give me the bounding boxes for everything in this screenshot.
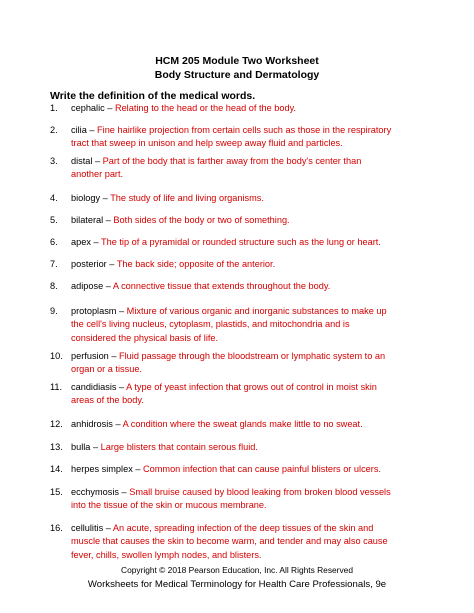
item-text — [71, 463, 395, 476]
definition-item — [50, 418, 395, 431]
definition-text: Relating to the head or the head of the body. — [114, 103, 297, 113]
definition-item — [50, 381, 395, 408]
definition-text: A connective tissue that extends throughout the body. — [112, 281, 331, 291]
item-number: 7. — [50, 259, 58, 269]
term-separator: – — [119, 487, 130, 497]
medical-term: distal — [71, 156, 93, 166]
term-separator: – — [86, 125, 98, 135]
item-text — [71, 236, 395, 249]
term-separator: – — [100, 193, 111, 203]
medical-term: bilateral — [71, 215, 104, 225]
definition-text: A type of yeast infection that grows out of control in moist skin areas of the body. — [71, 382, 377, 406]
definition-item — [50, 192, 395, 205]
item-text — [71, 350, 395, 377]
term-separator: – — [132, 464, 144, 474]
term-separator: – — [103, 215, 114, 225]
item-number: 13. — [50, 442, 63, 452]
medical-term: anhidrosis — [71, 419, 113, 429]
definition-item — [50, 441, 395, 454]
medical-term: posterior — [71, 259, 107, 269]
definition-item — [50, 350, 395, 377]
term-separator: – — [103, 523, 113, 533]
medical-term: candidiasis — [71, 382, 117, 392]
medical-term: ecchymosis — [71, 487, 119, 497]
definition-text: The tip of a pyramidal or rounded structure such as the lung or heart. — [101, 237, 381, 247]
item-number: 11. — [50, 382, 63, 392]
definition-text: Fine hairlike projection from certain cells such as those in the respiratory tract that sweep in unison and help sweep away fluid and particles. — [71, 125, 392, 149]
medical-term: biology — [71, 193, 101, 203]
item-text — [71, 214, 395, 227]
definition-item — [50, 124, 395, 151]
item-text — [71, 305, 395, 345]
medical-term: bulla — [71, 442, 91, 452]
item-number: 12. — [50, 419, 63, 429]
definition-item — [50, 236, 395, 249]
medical-term: cilia — [71, 125, 87, 135]
definition-text: Both sides of the body or two of something. — [113, 215, 290, 225]
term-separator: – — [112, 419, 123, 429]
item-text — [71, 522, 395, 562]
definition-text: Small bruise caused by blood leaking from broken blood vessels into the tissue of the skin or mucous membrane. — [71, 487, 391, 511]
item-text — [71, 155, 395, 182]
term-separator: – — [116, 306, 127, 316]
medical-term: cephalic — [71, 103, 105, 113]
item-number: 2. — [50, 125, 58, 135]
item-number: 14. — [50, 464, 63, 474]
item-text — [71, 258, 395, 271]
item-text — [71, 381, 395, 408]
definition-item — [50, 280, 395, 293]
term-separator: – — [90, 442, 101, 452]
definition-text: Fluid passage through the bloodstream or lymphatic system to an organ or a tissue. — [71, 351, 386, 375]
item-text — [71, 418, 395, 431]
instructions: Write the definition of the medical words. — [50, 90, 256, 102]
definition-item — [50, 463, 395, 476]
term-separator: – — [106, 259, 117, 269]
definition-text: An acute, spreading infection of the deep tissues of the skin and muscle that causes the skin to become warm, and tender and may also cause fever, chills, swollen lymph nodes, and blisters. — [71, 523, 388, 560]
worksheet-title: HCM 205 Module Two Worksheet — [155, 55, 319, 67]
definition-item — [50, 214, 395, 227]
definition-item — [50, 522, 395, 562]
medical-term: apex — [71, 237, 91, 247]
medical-term: adipose — [71, 281, 104, 291]
item-number: 4. — [50, 193, 58, 203]
item-text — [71, 280, 395, 293]
definition-text: Part of the body that is farther away from the body's center than another part. — [71, 156, 362, 180]
definition-text: A condition where the sweat glands make little to no sweat. — [122, 419, 363, 429]
definition-item — [50, 258, 395, 271]
definition-item — [50, 155, 395, 182]
item-number: 1. — [50, 103, 58, 113]
term-separator: – — [116, 382, 127, 392]
item-text — [71, 486, 395, 513]
item-number: 6. — [50, 237, 58, 247]
item-number: 8. — [50, 281, 58, 291]
item-number: 3. — [50, 156, 58, 166]
definition-item — [50, 305, 395, 345]
term-separator: – — [104, 103, 115, 113]
worksheet-subtitle: Body Structure and Dermatology — [154, 69, 320, 81]
item-number: 10. — [50, 351, 63, 361]
definition-text: Mixture of various organic and inorganic substances to make up the cell's living nucleus, cytoplasm, plastids, and mitochondria and is considered the physical basis of life. — [71, 306, 387, 343]
definition-item — [50, 102, 395, 115]
item-text — [71, 441, 395, 454]
definition-text: The back side; opposite of the anterior. — [116, 259, 276, 269]
term-separator: – — [108, 351, 120, 361]
item-number: 16. — [50, 523, 63, 533]
item-text — [71, 102, 395, 115]
definition-text: The study of life and living organisms. — [110, 193, 264, 203]
item-number: 9. — [50, 306, 58, 316]
medical-term: cellulitis — [71, 523, 104, 533]
item-number: 5. — [50, 215, 58, 225]
term-separator: – — [103, 281, 113, 291]
medical-term: herpes simplex — [71, 464, 133, 474]
medical-term: protoplasm — [71, 306, 117, 316]
definition-text: Common infection that can cause painful blisters or ulcers. — [143, 464, 381, 474]
copyright-notice: Copyright © 2018 Pearson Education, Inc. All Rights Reserved — [121, 565, 353, 575]
item-text — [71, 124, 395, 151]
item-text — [71, 192, 395, 205]
item-number: 15. — [50, 487, 63, 497]
definition-item — [50, 486, 395, 513]
term-separator: – — [90, 237, 101, 247]
book-title: Worksheets for Medical Terminology for Health Care Professionals, 9e — [87, 579, 387, 590]
term-separator: – — [92, 156, 103, 166]
definition-text: Large blisters that contain serous fluid. — [100, 442, 258, 452]
medical-term: perfusion — [71, 351, 109, 361]
